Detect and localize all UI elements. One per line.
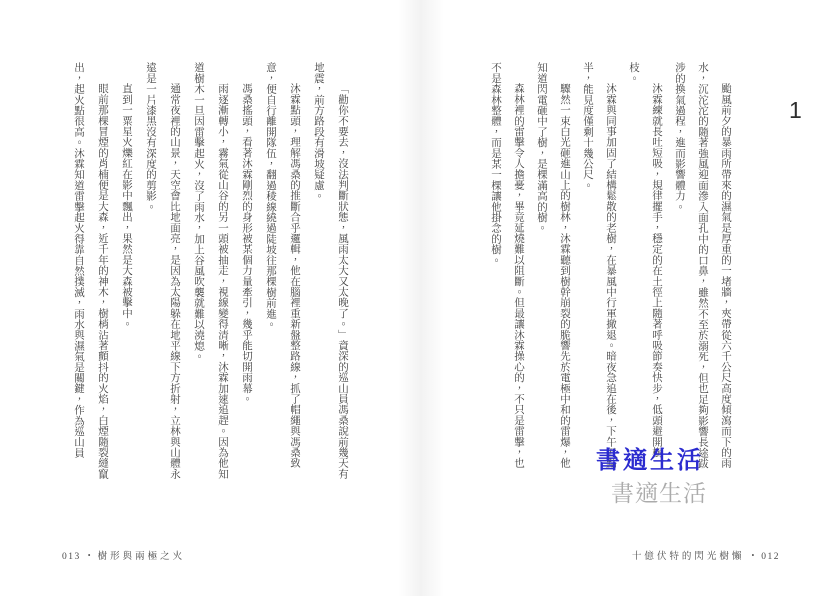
paragraph: 眼前那棵冒煙的肖楠便是大森，近千年的神木，樹梢沾著顫抖的火焰，白煙隨裂縫竄出，起火點很高。沐霖知道雷擊起火得靠自然撲滅，雨水與濕氣是關鍵，作為巡山員 (73, 62, 108, 479)
right-page-text (490, 62, 737, 476)
watermark-blue: 書適生活 (596, 448, 704, 474)
left-footer-separator-dot: • (87, 551, 91, 560)
page-gutter-shadow (398, 0, 444, 596)
paragraph: 馮桑搖頭，看著沐霖剛烈的身形被某個力量牽引，幾乎能切開雨幕。 (241, 83, 252, 404)
left-page-footer (62, 548, 185, 562)
paragraph: 沐霖點頭，理解馮桑的推斷合乎邏輯，他在腦裡重新盤整路線，抓了帽繩與馮桑致意，便自行離開隊伍，翻過稜線繞過陡坡往那棵樹前進。 (265, 62, 300, 469)
left-page-text (62, 62, 354, 479)
paragraph: 雨逐漸轉小，霧氣從山谷的另一頭被抽走，視線變得清晰，沐霖加速追趕。因為他知道樹木一旦因雷擊起火，沒了雨水，加上谷風吹襲就難以澆熄。 (193, 62, 228, 479)
paragraph: 颱風前夕的暴雨所帶來的濕氣是厚重的一堵牆，夾帶從六千公尺高度傾瀉而下的雨水，沉沱沱的隨著強風迎面滲入面孔中的口鼻，雖然不至於溺死，但也足夠影響長途跋涉的換氣過程，進而影響體力。 (674, 62, 731, 469)
paragraph: 沐霖練就長吐短吸，規律擺手，穩定的在土徑上隨著呼吸節奏快步，低頭避開樹枝。 (628, 62, 662, 458)
paragraph: 「勸你不要去，沒法判斷狀態，風雨太大又太晚了。」資深的巡山員馮桑說前幾天有地震，前方路段有滑坡疑慮。 (313, 62, 348, 479)
watermark-gray: 書適生活 (611, 481, 707, 506)
chapter-number: 1 (789, 97, 802, 123)
left-footer-chapter-title: 樹形與兩極之火 (97, 552, 186, 562)
right-footer-page-number: 012 (761, 552, 780, 562)
paragraph: 森林裡的雷擊令人擔憂，畢竟延燒難以阻斷。但最讓沐霖操心的，不只是雷擊，也不是森林整體，而是某一棵讓他掛念的樹。 (490, 62, 524, 469)
left-footer-page-number: 013 (62, 552, 81, 562)
right-page-footer (632, 548, 780, 562)
right-footer-separator-dot: • (751, 551, 755, 560)
right-footer-book-title: 十億伏特的閃光樹懶 (631, 552, 745, 562)
paragraph: 通常夜裡的山景，天空會比地面亮，是因為太陽躲在地平線下方折射，立林與山體永遠是一片漆黑沒有深度的剪影。 (145, 62, 180, 479)
paragraph: 沐霖與同事加固了結構鬆散的老樹，在暴風中行軍撤退。暗夜急追在後，下午五點半，能見度僅剩十幾公尺。 (582, 62, 616, 469)
paragraph: 直到一粟星火爍紅在影中飄出，果然是大森被擊中。 (121, 83, 132, 330)
paragraph: 驟然一束白光砸進山上的樹林，沐霖聽到樹幹崩裂的脆響先於電極中和的雷爆，他知道閃電砸中了樹，是棵滿高的樹。 (536, 62, 570, 469)
